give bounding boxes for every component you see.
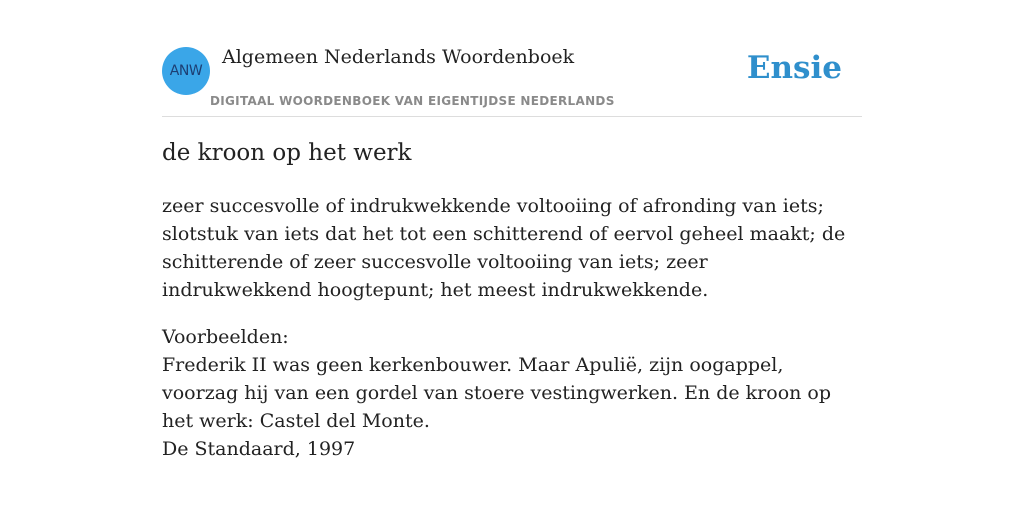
site-subtitle: DIGITAAL WOORDENBOEK VAN EIGENTIJDSE NEDERLANDS: [210, 94, 615, 108]
site-title[interactable]: Algemeen Nederlands Woordenboek: [222, 46, 575, 68]
examples-section: [162, 323, 862, 463]
headword: de kroon op het werk: [162, 140, 412, 166]
examples-label: Voorbeelden:: [162, 326, 289, 348]
example-text: Frederik II was geen kerkenbouwer. Maar Apulië, zijn oogappel, voorzag hij van een gordel van stoere vestingwerken. En de kroon op het werk: Castel del Monte.: [162, 354, 832, 432]
site-header: [162, 0, 862, 117]
definition-text: zeer succesvolle of indrukwekkende voltooiing of afronding van iets; slotstuk van iets dat het tot een schitterend of eervol geheel maakt; de schitterende of zeer succesvolle voltooiing van iets; zeer indrukwekkend hoogtepunt; het meest indrukwekkende.: [162, 195, 846, 301]
ensie-brand-logo[interactable]: Ensie: [746, 50, 842, 86]
anw-logo[interactable]: [162, 47, 210, 95]
entry-card: [162, 0, 862, 460]
logo-text: ANW: [169, 63, 203, 79]
example-source: De Standaard, 1997: [162, 438, 356, 460]
